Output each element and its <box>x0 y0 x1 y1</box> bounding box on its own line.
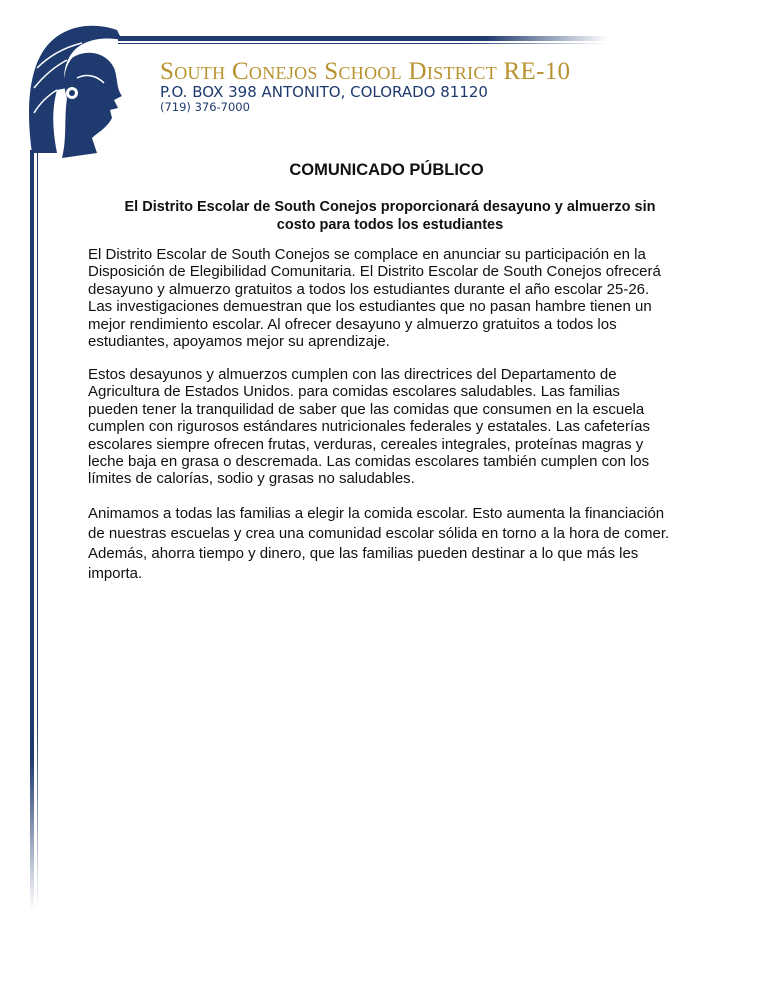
paragraph-3 <box>88 504 728 584</box>
text-line: Además, ahorra tiempo y dinero, que las familias pueden destinar a lo que más les <box>88 545 639 562</box>
text-line: leche baja en grasa o descremada. Las comidas escolares también cumplen con los <box>88 453 650 471</box>
paragraph-1 <box>88 246 728 350</box>
paragraph-2 <box>88 366 728 488</box>
text-line: Agricultura de Estados Unidos. para comidas escolares saludables. Las familias <box>88 383 620 401</box>
document-title: COMUNICADO PÚBLICO <box>289 161 484 179</box>
text-line: El Distrito Escolar de South Conejos se complace en anunciar su participación en la <box>88 246 646 263</box>
text-line: desayuno y almuerzo gratuitos a todos los estudiantes durante el año escolar 25-26. <box>88 280 650 298</box>
subtitle-line: costo para todos los estudiantes <box>276 217 504 233</box>
warrior-helmet-logo-icon <box>22 18 132 163</box>
subtitle-line: El Distrito Escolar de South Conejos proporcionará desayuno y almuerzo sin <box>124 199 656 215</box>
text-line: cumplen con rigurosos estándares nutricionales federales y estatales. Las cafeterías <box>88 418 650 436</box>
district-name: South Conejos School District RE-10 <box>160 58 571 85</box>
text-line: escolares siempre ofrecen frutas, verduras, cereales integrales, proteínas magras y <box>88 435 644 453</box>
text-line: pueden tener la tranquilidad de saber que las comidas que consumen en la escuela <box>88 400 645 418</box>
district-address: P.O. BOX 398 ANTONITO, COLORADO 81120 <box>160 83 488 101</box>
text-line: Estos desayunos y almuerzos cumplen con las directrices del Departamento de <box>88 366 617 383</box>
district-phone: (719) 376-7000 <box>160 100 250 114</box>
text-line: límites de calorías, sodio y grasas no saludables. <box>88 470 415 488</box>
text-line: Disposición de Elegibilidad Comunitaria. El Distrito Escolar de South Conejos ofrecerá <box>88 263 661 281</box>
margin-rule-thin <box>37 150 38 910</box>
text-line: mejor rendimiento escolar. Al ofrecer desayuno y almuerzo gratuitos a todos los <box>88 315 617 333</box>
margin-rule <box>30 150 34 910</box>
text-line: de nuestras escuelas y crea una comunidad escolar sólida en torno a la hora de comer. <box>88 525 670 542</box>
text-line: estudiantes, apoyamos mejor su aprendizaje. <box>88 333 390 351</box>
document-subtitle <box>80 198 700 234</box>
text-line: Las investigaciones demuestran que los estudiantes que no pasan hambre tienen un <box>88 298 652 316</box>
text-line: importa. <box>88 565 143 582</box>
header-rule-thin <box>118 43 608 44</box>
header-rule <box>118 36 608 41</box>
text-line: Animamos a todas las familias a elegir la comida escolar. Esto aumenta la financiación <box>88 505 665 522</box>
